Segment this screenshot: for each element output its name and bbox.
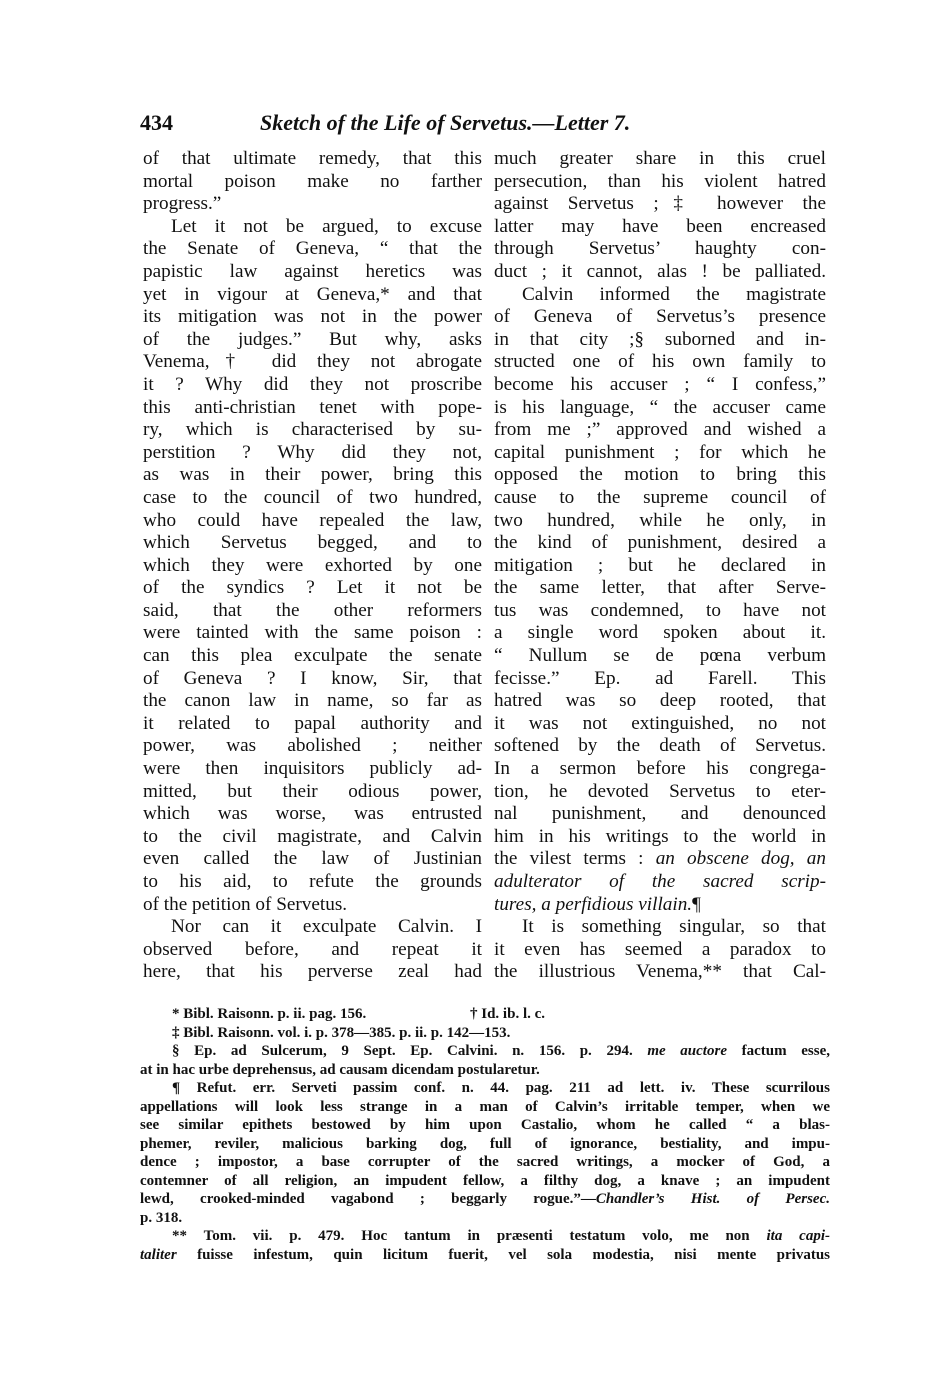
line-text: as was in their power, bring this bbox=[143, 464, 482, 486]
line-text: the illustrious Venema,** that Cal- bbox=[494, 961, 826, 983]
line-text: progress.” bbox=[143, 193, 222, 215]
text-line bbox=[494, 781, 826, 804]
line-text: of Geneva ? I know, Sir, that bbox=[143, 667, 482, 689]
line-text: to the civil magistrate, and Calvin bbox=[143, 825, 482, 847]
text-line bbox=[143, 532, 482, 555]
running-title: Sketch of the Life of Servetus.—Letter 7. bbox=[260, 110, 631, 135]
text-line bbox=[143, 510, 482, 533]
line-text: to his aid, to refute the grounds bbox=[143, 871, 482, 892]
text-line bbox=[143, 894, 482, 917]
line-text: the same letter, that after Serve- bbox=[494, 577, 826, 599]
footnote-text: phemer, reviler, malicious barking dog, full of ignorance, bestiality, and impu- bbox=[140, 1135, 830, 1152]
footnote-text: dence ; impostor, a base corrupter of the sacred writings, a mocker of God, a bbox=[140, 1154, 830, 1170]
line-text: this anti-christian tenet with pope- bbox=[143, 396, 482, 418]
text-line bbox=[143, 238, 482, 261]
footnote-text: § Ep. ad Sulcerum, 9 Sept. Ep. Calvini. n. 156. p. 294. bbox=[172, 1043, 633, 1059]
footnote-star: * Bibl. Raisonn. p. ii. pag. 156. bbox=[172, 1006, 367, 1022]
text-line bbox=[143, 735, 482, 758]
text-line bbox=[494, 351, 826, 374]
footnote-double-dagger bbox=[140, 1024, 830, 1043]
line-text: which was worse, was entrusted bbox=[143, 803, 482, 825]
footnote-text: p. 318. bbox=[140, 1209, 183, 1226]
line-text: who could have repealed the law, bbox=[143, 509, 482, 531]
line-text: mortal poison make no farther bbox=[143, 170, 482, 192]
line-text: a single word spoken about it. bbox=[494, 622, 826, 644]
line-text: case to the council of two hundred, bbox=[143, 486, 482, 508]
line-text: of the syndics ? Let it not be bbox=[143, 577, 482, 599]
text-line bbox=[494, 848, 826, 871]
text-line bbox=[494, 329, 826, 352]
text-line bbox=[494, 419, 826, 442]
footnote-text: ** Tom. vii. p. 479. Hoc tantum in præsenti testatum volo, me non bbox=[172, 1228, 750, 1244]
footnote-italic: ita capi- bbox=[766, 1228, 830, 1244]
footnote-pilcrow-cont bbox=[140, 1153, 830, 1172]
text-line bbox=[494, 735, 826, 758]
text-line bbox=[494, 487, 826, 510]
line-italic: tures, a perfidious villain. bbox=[494, 893, 693, 915]
line-text: its mitigation was not in the power bbox=[143, 306, 482, 328]
text-line bbox=[494, 397, 826, 420]
text-line bbox=[494, 374, 826, 397]
line-text: nal punishment, and denounced bbox=[494, 803, 826, 825]
text-line bbox=[143, 555, 482, 578]
line-text: mitigation ; but he declared in bbox=[494, 554, 826, 576]
text-line bbox=[143, 848, 482, 871]
line-text: “ Nullum se de pœna verbum bbox=[494, 645, 826, 667]
text-line bbox=[143, 374, 482, 397]
footnote-text: fuisse infestum, quin licitum fuerit, vel sola modestia, nisi mente privatus bbox=[197, 1246, 830, 1263]
line-text: which they were exhorted by one bbox=[143, 554, 482, 576]
line-text: of Geneva of Servetus’s presence bbox=[494, 306, 826, 328]
text-line bbox=[494, 758, 826, 781]
text-line bbox=[494, 510, 826, 533]
text-line bbox=[143, 329, 482, 352]
text-line bbox=[143, 871, 482, 894]
text-line bbox=[494, 803, 826, 826]
footnote-italic: taliter bbox=[140, 1246, 177, 1263]
line-text: said, that the other reformers bbox=[143, 599, 482, 621]
footnote-text: appellations will look less strange in a man of Calvin’s irritable temper, when we bbox=[140, 1098, 830, 1115]
line-text: from me ;” approved and wished a bbox=[494, 419, 826, 441]
footnote-double-star bbox=[140, 1227, 830, 1246]
line-text: is his language, “ the accuser came bbox=[494, 396, 826, 418]
text-line bbox=[143, 193, 482, 216]
line-text: hatred was so deep rooted, that bbox=[494, 690, 826, 712]
footnote-pilcrow bbox=[140, 1079, 830, 1098]
line-text: him in his writings to the world in bbox=[494, 825, 826, 847]
left-column bbox=[143, 148, 482, 984]
line-text: in that city ;§ suborned and in- bbox=[494, 328, 826, 350]
line-text: capital punishment ; for which he bbox=[494, 441, 826, 463]
footnote-pilcrow-cont bbox=[140, 1209, 830, 1228]
text-line bbox=[494, 622, 826, 645]
line-text: it related to papal authority and bbox=[143, 712, 482, 734]
text-line bbox=[494, 826, 826, 849]
footnote-pilcrow-cont bbox=[140, 1098, 830, 1117]
footnote-text: contemner of all religion, an impudent fellow, a filthy dog, a knave ; an impudent bbox=[140, 1172, 830, 1189]
line-text: perstition ? Why did they not, bbox=[143, 441, 482, 463]
line-text: the Senate of Geneva, “ that the bbox=[143, 238, 482, 260]
text-line bbox=[143, 148, 482, 171]
footnote-1-2 bbox=[140, 1005, 830, 1024]
text-line bbox=[494, 532, 826, 555]
text-line bbox=[494, 713, 826, 736]
footnote-text: ¶ Refut. err. Serveti passim conf. n. 44. pag. 211 ad lett. iv. These scurrilous bbox=[172, 1080, 830, 1096]
page-number: 434 bbox=[140, 110, 173, 135]
line-text: opposed the motion to bring this bbox=[494, 464, 826, 486]
line-text: latter may have been encreased bbox=[494, 215, 826, 237]
footnote-italic: me auctore bbox=[647, 1043, 727, 1059]
line-text: ry, which is characterised by su- bbox=[143, 419, 482, 441]
line-text: papistic law against heretics was bbox=[143, 260, 482, 282]
line-text: persecution, than his violent hatred bbox=[494, 170, 826, 192]
text-line bbox=[143, 713, 482, 736]
text-line bbox=[143, 803, 482, 826]
footnote-pilcrow-cont bbox=[140, 1190, 830, 1209]
line-text: Calvin informed the magistrate bbox=[522, 283, 826, 305]
text-line bbox=[494, 555, 826, 578]
footnote-double-star-cont bbox=[140, 1246, 830, 1265]
line-text: two hundred, while he only, in bbox=[494, 509, 826, 531]
text-line bbox=[143, 916, 482, 939]
text-line bbox=[494, 668, 826, 691]
text-line bbox=[143, 306, 482, 329]
line-text: against Servetus ;‡ however the bbox=[494, 193, 826, 215]
text-line bbox=[494, 171, 826, 194]
line-text: here, that his perverse zeal had bbox=[143, 961, 482, 983]
text-line bbox=[143, 216, 482, 239]
text-line bbox=[494, 645, 826, 668]
text-line bbox=[143, 442, 482, 465]
line-text: cause to the supreme council of bbox=[494, 486, 826, 508]
line-text: the kind of punishment, desired a bbox=[494, 532, 826, 554]
text-line bbox=[494, 261, 826, 284]
line-text: yet in vigour at Geneva,* and that bbox=[143, 283, 482, 305]
line-italic: adulterator of the sacred scrip- bbox=[494, 871, 826, 892]
text-line bbox=[143, 961, 482, 984]
text-line bbox=[143, 645, 482, 668]
line-text: through Servetus’ haughty con- bbox=[494, 238, 826, 260]
text-line bbox=[143, 464, 482, 487]
footnotes bbox=[140, 1005, 830, 1264]
line-text: it even has seemed a paradox to bbox=[494, 938, 826, 960]
footnote-text: see similar epithets bestowed by him upon Castalio, whom he called “ a blas- bbox=[140, 1117, 830, 1133]
text-line bbox=[494, 442, 826, 465]
line-text: observed before, and repeat it bbox=[143, 938, 482, 960]
line-text: the canon law in name, so far as bbox=[143, 690, 482, 712]
line-text: were then inquisitors publicly ad- bbox=[143, 758, 482, 780]
line-text: Let it not be argued, to excuse bbox=[171, 215, 482, 237]
text-line bbox=[143, 419, 482, 442]
footnote-marker: ¶ bbox=[692, 893, 701, 915]
line-text: structed one of his own family to bbox=[494, 351, 826, 373]
text-line bbox=[494, 577, 826, 600]
text-line bbox=[143, 690, 482, 713]
line-text: fecisse.” Ep. ad Farell. This bbox=[494, 667, 826, 689]
line-text: which Servetus begged, and to bbox=[143, 532, 482, 554]
text-line bbox=[494, 961, 826, 984]
line-text: softened by the death of Servetus. bbox=[494, 735, 826, 757]
line-text: were tainted with the same poison : bbox=[143, 622, 482, 644]
text-line bbox=[143, 781, 482, 804]
line-text: power, was abolished ; neither bbox=[143, 735, 482, 757]
line-text: much greater share in this cruel bbox=[494, 148, 826, 169]
line-text: Nor can it exculpate Calvin. I bbox=[171, 916, 482, 938]
text-line bbox=[494, 939, 826, 962]
footnote-text: factum esse, bbox=[741, 1043, 830, 1059]
page-header bbox=[140, 110, 830, 140]
text-line bbox=[494, 916, 826, 939]
text-line bbox=[494, 238, 826, 261]
footnote-pilcrow-cont bbox=[140, 1135, 830, 1154]
text-line bbox=[494, 690, 826, 713]
text-line bbox=[143, 397, 482, 420]
line-text: can this plea exculpate the senate bbox=[143, 645, 482, 667]
footnote-dagger: † Id. ib. l. c. bbox=[470, 1006, 546, 1022]
footnote-pilcrow-cont bbox=[140, 1172, 830, 1191]
text-line bbox=[494, 894, 826, 917]
footnote-pilcrow-cont bbox=[140, 1116, 830, 1135]
footnote-text: at in hac urbe deprehensus, ad causam dicendam postularetur. bbox=[140, 1061, 540, 1078]
text-line bbox=[143, 758, 482, 781]
text-line bbox=[143, 261, 482, 284]
text-line bbox=[494, 464, 826, 487]
line-text: of the petition of Servetus. bbox=[143, 893, 348, 915]
text-line bbox=[143, 487, 482, 510]
line-text: duct ; it cannot, alas ! be palliated. bbox=[494, 260, 826, 282]
footnote-text: lewd, crooked-minded vagabond ; beggarly rogue.”— bbox=[140, 1191, 596, 1207]
text-line bbox=[143, 171, 482, 194]
text-line bbox=[494, 600, 826, 623]
text-line bbox=[143, 668, 482, 691]
text-line bbox=[143, 600, 482, 623]
text-line bbox=[143, 577, 482, 600]
line-text: it ? Why did they not proscribe bbox=[143, 373, 482, 395]
text-line bbox=[494, 193, 826, 216]
text-line bbox=[494, 871, 826, 894]
text-line bbox=[143, 826, 482, 849]
line-text: In a sermon before his congrega- bbox=[494, 758, 826, 780]
text-line bbox=[494, 148, 826, 171]
line-italic: an obscene dog, an bbox=[655, 848, 826, 870]
text-line bbox=[494, 284, 826, 307]
line-text: the vilest terms : bbox=[494, 848, 656, 870]
text-line bbox=[143, 284, 482, 307]
line-text: of the judges.” But why, asks bbox=[143, 328, 482, 350]
footnote-section bbox=[140, 1042, 830, 1061]
line-text: Venema,† did they not abrogate bbox=[143, 351, 482, 373]
line-text: It is something singular, so that bbox=[522, 916, 826, 938]
footnote-section-cont bbox=[140, 1061, 830, 1080]
text-line bbox=[494, 216, 826, 239]
line-text: it was not extinguished, no not bbox=[494, 712, 826, 734]
line-text: tion, he devoted Servetus to eter- bbox=[494, 780, 826, 802]
footnote-citation: Chandler’s Hist. of Persec. bbox=[595, 1191, 830, 1207]
line-text: tus was condemned, to have not bbox=[494, 599, 826, 621]
line-text: even called the law of Justinian bbox=[143, 848, 482, 870]
right-column bbox=[494, 148, 826, 984]
text-line bbox=[494, 306, 826, 329]
footnote-text: ‡ Bibl. Raisonn. vol. i. p. 378—385. p. ii. p. 142—153. bbox=[172, 1024, 511, 1041]
line-text: of that ultimate remedy, that this bbox=[143, 148, 482, 169]
line-text: become his accuser ; “ I confess,” bbox=[494, 373, 826, 395]
text-line bbox=[143, 622, 482, 645]
line-text: mitted, but their odious power, bbox=[143, 780, 482, 802]
text-line bbox=[143, 939, 482, 962]
text-line bbox=[143, 351, 482, 374]
